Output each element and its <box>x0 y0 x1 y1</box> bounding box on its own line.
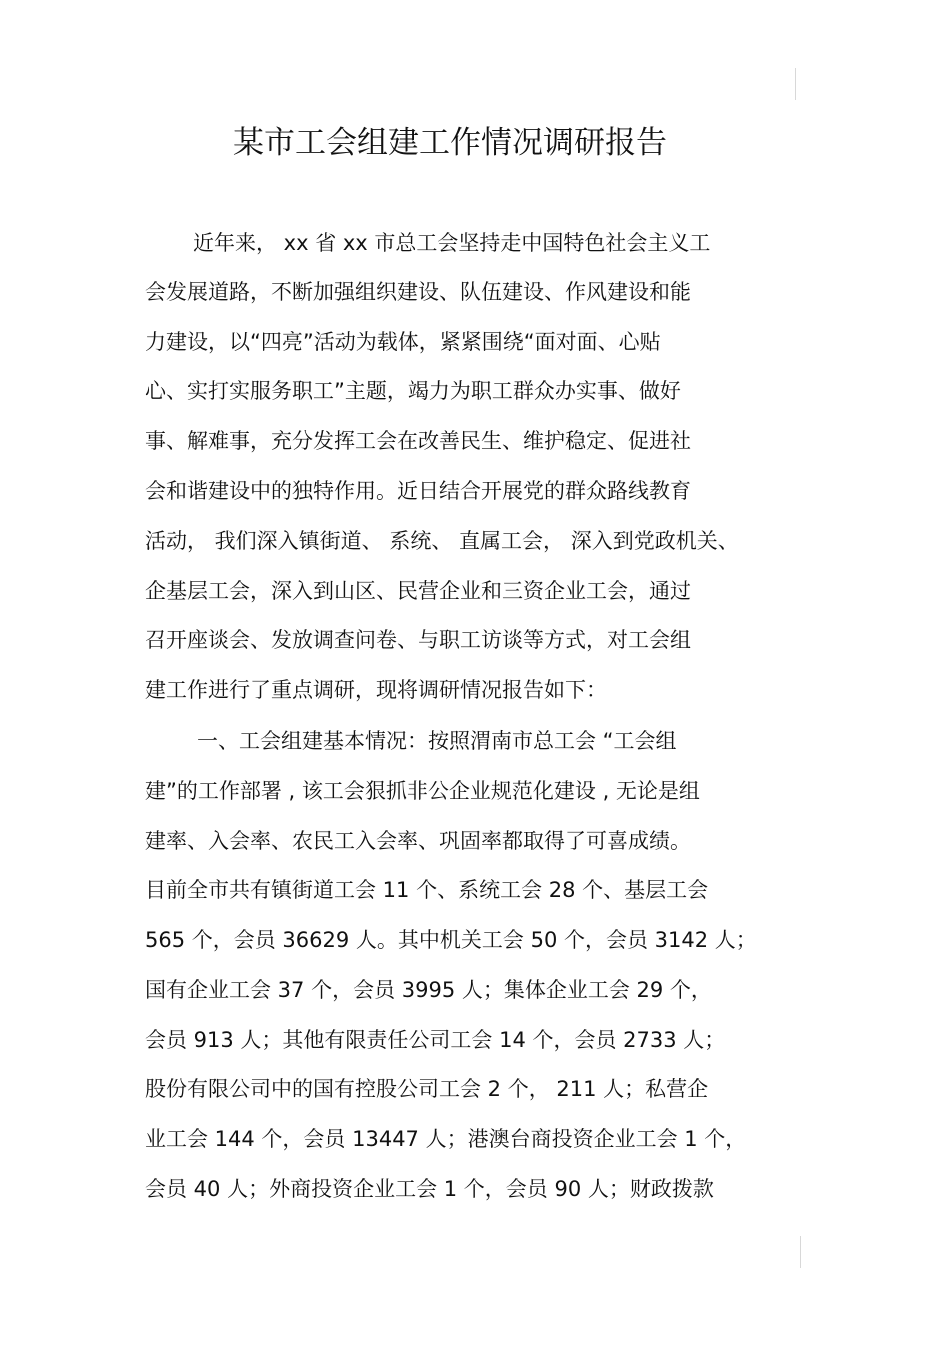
paragraph-line: 心、实打实服务职工”主题，竭力为职工群众办实事、做好 <box>145 379 681 403</box>
page-edge-mark-top <box>795 68 796 100</box>
paragraph-line: 建”的工作部署 , 该工会狠抓非公企业规范化建设 , 无论是组 <box>145 779 700 803</box>
paragraph-line: 会和谐建设中的独特作用。近日结合开展党的群众路线教育 <box>145 479 691 503</box>
paragraph-line: 会员 40 人；外商投资企业工会 1 个，会员 90 人；财政拨款 <box>145 1177 714 1201</box>
paragraph-line: 股份有限公司中的国有控股公司工会 2 个， 211 人；私营企 <box>145 1077 709 1101</box>
paragraph-line: 活动， 我们深入镇街道、 系统、 直属工会， 深入到党政机关、 <box>145 529 739 553</box>
paragraph-line: 565 个，会员 36629 人。其中机关工会 50 个，会员 3142 人； <box>145 928 757 952</box>
paragraph-line: 业工会 144 个，会员 13447 人；港澳台商投资企业工会 1 个， <box>145 1127 747 1151</box>
document-title: 某市工会组建工作情况调研报告 <box>233 125 667 161</box>
section-heading-line: 一、工会组建基本情况：按照渭南市总工会 “工会组 <box>197 729 677 753</box>
paragraph-line: 会员 913 人；其他有限责任公司工会 14 个，会员 2733 人； <box>145 1028 726 1052</box>
paragraph-line: 企基层工会，深入到山区、民营企业和三资企业工会，通过 <box>145 579 691 603</box>
page-edge-mark-bottom <box>800 1236 801 1268</box>
paragraph-line: 目前全市共有镇街道工会 11 个、系统工会 28 个、基层工会 <box>145 878 709 902</box>
paragraph-line: 建工作进行了重点调研，现将调研情况报告如下： <box>145 678 607 702</box>
paragraph-line: 会发展道路，不断加强组织建设、队伍建设、作风建设和能 <box>145 280 691 304</box>
paragraph-line: 召开座谈会、发放调查问卷、与职工访谈等方式，对工会组 <box>145 628 691 652</box>
paragraph-line: 建率、入会率、农民工入会率、巩固率都取得了可喜成绩。 <box>145 829 691 853</box>
paragraph-line: 近年来， xx 省 xx 市总工会坚持走中国特色社会主义工 <box>193 231 711 255</box>
paragraph-line: 力建设，以“四亮”活动为载体，紧紧围绕“面对面、心贴 <box>145 330 661 354</box>
paragraph-line: 国有企业工会 37 个，会员 3995 人；集体企业工会 29 个， <box>145 978 712 1002</box>
paragraph-line: 事、解难事，充分发挥工会在改善民生、维护稳定、促进社 <box>145 429 691 453</box>
